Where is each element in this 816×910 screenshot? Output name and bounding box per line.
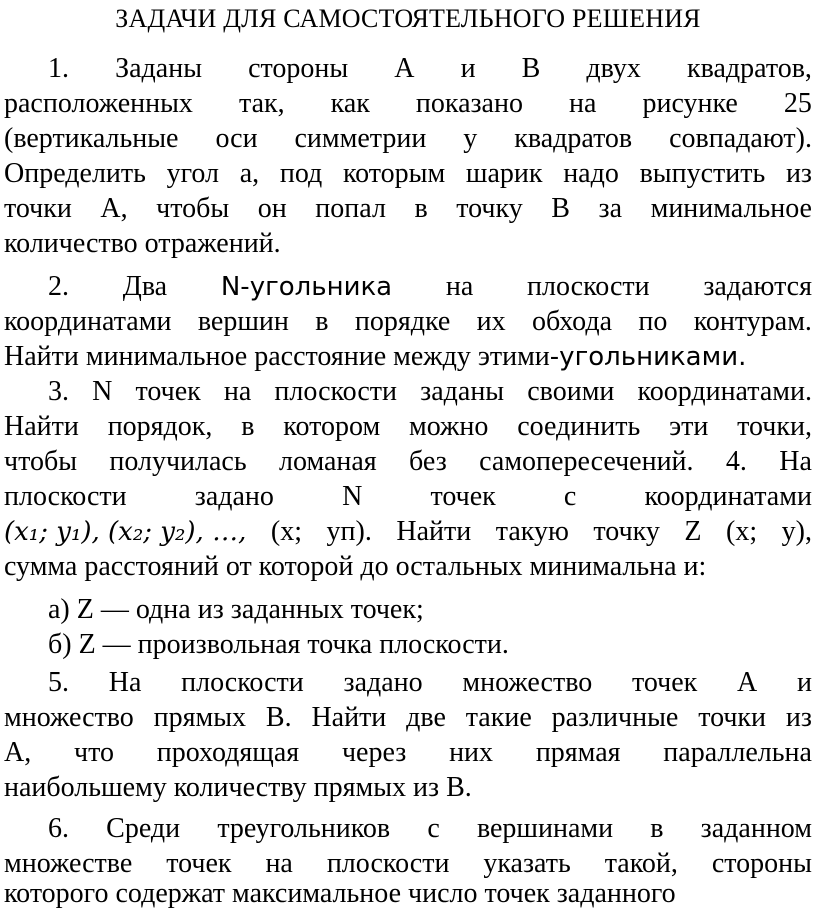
word: такие	[465, 702, 532, 733]
word: заданном	[700, 813, 812, 844]
word: совпадают).	[669, 123, 812, 154]
word: них	[449, 737, 494, 768]
word: за	[598, 193, 623, 224]
word: надо	[563, 158, 619, 189]
word: параллельна	[663, 737, 812, 768]
word: прямая	[535, 737, 621, 768]
p6-line-3: которого содержат максимальное число точек заданного	[4, 878, 676, 909]
word: задано	[343, 667, 423, 698]
p1-line-6: количество отражений.	[4, 228, 281, 259]
word: на	[569, 88, 597, 119]
p1-line-4	[4, 157, 812, 190]
word: 2.	[48, 271, 69, 302]
word: эти	[669, 411, 709, 442]
word: треугольников	[217, 813, 391, 844]
p5-line-1	[48, 666, 812, 699]
word: две	[406, 702, 446, 733]
word: 3.	[48, 376, 69, 407]
word: из	[785, 158, 812, 189]
word: А	[737, 667, 758, 698]
word: на	[265, 848, 293, 879]
word: множестве	[4, 848, 133, 879]
word: без	[409, 446, 447, 477]
word: Заданы	[115, 53, 203, 84]
word: порядок,	[107, 411, 213, 442]
word: точек	[166, 848, 232, 879]
word: точку	[456, 193, 523, 224]
word: Z	[684, 516, 702, 547]
p3-line-3	[4, 445, 812, 478]
p1-line-1	[48, 52, 812, 85]
word: точку	[593, 516, 660, 547]
word: N	[342, 481, 363, 512]
word: различные	[551, 702, 679, 733]
text: Найти минимальное расстояние между этими	[4, 341, 550, 372]
word: порядке	[354, 306, 451, 337]
word: оси	[215, 123, 258, 154]
word: такую	[495, 516, 569, 547]
p5-line-2	[4, 701, 812, 734]
word: в	[241, 411, 255, 442]
word: плоскости	[326, 848, 450, 879]
word: N	[92, 376, 113, 407]
p1-line-2	[4, 87, 812, 120]
word: на	[223, 376, 252, 407]
word: под	[279, 158, 323, 189]
word: координатами.	[637, 376, 812, 407]
word: самопересечений.	[479, 446, 694, 477]
word: в	[414, 193, 428, 224]
word: (вертикальные	[4, 123, 179, 154]
word: Два	[122, 271, 168, 302]
word: 6.	[48, 813, 69, 844]
word: Определить	[4, 158, 146, 189]
word: котором	[283, 411, 381, 442]
word: проходящая	[156, 737, 300, 768]
p2-line-1	[48, 270, 812, 304]
word: с	[427, 813, 440, 844]
word: своими	[527, 376, 615, 407]
word: координатами	[644, 481, 812, 512]
page-title: ЗАДАЧИ ДЛЯ САМОСТОЯТЕЛЬНОГО РЕШЕНИЯ	[115, 4, 701, 33]
word: их	[476, 306, 506, 337]
word: которым	[342, 158, 446, 189]
word: множество	[4, 702, 134, 733]
word: точек	[430, 481, 496, 512]
word: обхода	[532, 306, 612, 337]
p1-line-5	[4, 192, 812, 225]
word: плоскости	[4, 481, 127, 512]
word: соединить	[517, 411, 641, 442]
word: стороны	[711, 848, 812, 879]
p3-line-4	[4, 480, 812, 513]
word: у),	[781, 516, 812, 547]
word: 1.	[48, 53, 69, 84]
word: плоскости	[527, 271, 650, 302]
word: Среди	[106, 813, 181, 844]
p2-line-2	[4, 305, 812, 338]
word: координатами	[4, 306, 172, 337]
word: расположенных	[4, 88, 193, 119]
word: минимальное	[650, 193, 812, 224]
word: симметрии	[294, 123, 427, 154]
word: как	[330, 88, 370, 119]
n-gon-plural-formula: -угольниками.	[549, 342, 747, 372]
word: так,	[238, 88, 285, 119]
word: чтобы	[156, 193, 230, 224]
word: В.	[265, 702, 292, 733]
n-gon-formula: N-угольника	[220, 272, 393, 302]
word: ломаная	[279, 446, 377, 477]
word: в	[315, 306, 329, 337]
p5-line-4: наибольшему количеству прямых из В.	[4, 772, 472, 803]
p3-line-6: сумма расстояний от которой до остальных минимальна и:	[4, 551, 707, 582]
word: А,	[4, 737, 32, 768]
word: и	[796, 667, 812, 698]
word: через	[341, 737, 407, 768]
word: получилась	[109, 446, 247, 477]
word: двух	[586, 53, 641, 84]
word: квадратов	[514, 123, 633, 154]
word: из	[785, 702, 812, 733]
p2-line-3	[4, 340, 812, 374]
word: шарик	[465, 158, 543, 189]
p3-line-5	[4, 515, 812, 549]
item-b: б) Z — произвольная точка плоскости.	[48, 629, 509, 660]
word: можно	[409, 411, 489, 442]
word: и	[460, 53, 476, 84]
p5-line-3	[4, 736, 812, 769]
word: 25	[783, 88, 812, 119]
word: (x;	[726, 516, 758, 547]
word: показано	[415, 88, 523, 119]
p6-line-2	[4, 847, 812, 880]
word: стороны	[248, 53, 349, 84]
word: 4.	[725, 446, 747, 477]
word: выпустить	[639, 158, 766, 189]
word: А	[394, 53, 415, 84]
word: прямых	[153, 702, 247, 733]
word: А,	[100, 193, 128, 224]
item-a: а) Z — одна из заданных точек;	[48, 594, 424, 625]
word: чтобы	[4, 446, 78, 477]
word: что	[74, 737, 114, 768]
word: В	[521, 53, 541, 84]
word: в	[650, 813, 664, 844]
p3-line-1	[48, 375, 812, 408]
word: Найти	[311, 702, 387, 733]
word: вершинами	[476, 813, 614, 844]
word: заданы	[420, 376, 505, 407]
word: 5.	[48, 667, 69, 698]
word: с	[563, 481, 577, 512]
p3-line-2	[4, 410, 812, 443]
word: рисунке	[642, 88, 738, 119]
word: такой,	[604, 848, 678, 879]
word: на	[445, 271, 474, 302]
word: точки	[4, 193, 72, 224]
coordinates-formula: (x₁; y₁), (x₂; y₂), …,	[4, 517, 247, 547]
word: (x;	[270, 516, 302, 547]
word: На	[779, 446, 812, 477]
word: На	[108, 667, 142, 698]
word: множество	[462, 667, 593, 698]
word: попал	[315, 193, 386, 224]
word: квадратов,	[687, 53, 812, 84]
word: точек	[631, 667, 698, 698]
word: уп).	[326, 516, 372, 547]
word: угол	[166, 158, 219, 189]
word: по	[638, 306, 668, 337]
word: точки,	[737, 411, 812, 442]
word: Найти	[396, 516, 472, 547]
word: точек	[135, 376, 201, 407]
word: точки	[698, 702, 767, 733]
word: Найти	[4, 411, 79, 442]
word: плоскости	[274, 376, 398, 407]
word: задано	[194, 481, 274, 512]
word: a,	[239, 158, 260, 189]
word: у	[463, 123, 478, 154]
word: контурам.	[693, 306, 812, 337]
word: задаются	[703, 271, 812, 302]
word: указать	[483, 848, 571, 879]
word: вершин	[197, 306, 289, 337]
p1-line-3	[4, 122, 812, 155]
p6-line-1	[48, 812, 812, 845]
word: он	[257, 193, 287, 224]
word: В	[551, 193, 570, 224]
word: плоскости	[181, 667, 304, 698]
